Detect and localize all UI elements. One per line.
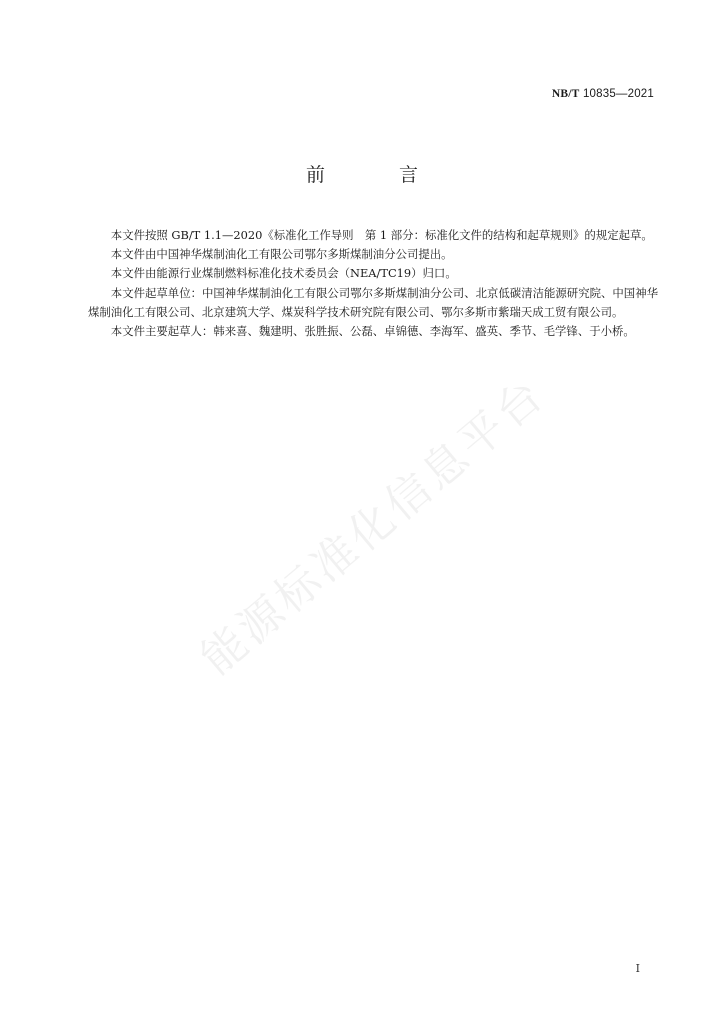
- standard-code-header: [552, 88, 654, 100]
- paragraph-technical-committee: 本文件由能源行业煤制燃料标准化技术委员会（NEA/TC19）归口。: [110, 266, 457, 281]
- standard-prefix: NB/T: [551, 88, 580, 100]
- paragraph-drafting-rules: 本文件按照 GB/T 1.1—2020《标准化工作导则 第 1 部分：标准化文件的结构和起草规则》的规定起草。: [110, 228, 653, 242]
- paragraph-proposer: 本文件由中国神华煤制油化工有限公司鄂尔多斯煤制油分公司提出。: [110, 247, 453, 262]
- page-title: 前 言: [305, 164, 453, 186]
- paragraph-drafting-units: 本文件起草单位：中国神华煤制油化工有限公司鄂尔多斯煤制油分公司、北京低碳清洁能源研究院、中国神华煤制油化工有限公司、北京建筑大学、煤炭科学技术研究院有限公司、鄂尔多斯市紫瑞天成工贸有限公司。: [88, 285, 658, 319]
- page-number: I: [635, 962, 640, 975]
- foreword-body: [88, 226, 658, 341]
- paragraph-drafters: 本文件主要起草人：韩来喜、魏建明、张胜振、公磊、卓锦德、李海军、盛英、季节、毛学锋、于小桥。: [110, 324, 635, 339]
- watermark: 能源标准化信息平台: [191, 368, 556, 685]
- standard-number: 10835—2021: [582, 88, 654, 100]
